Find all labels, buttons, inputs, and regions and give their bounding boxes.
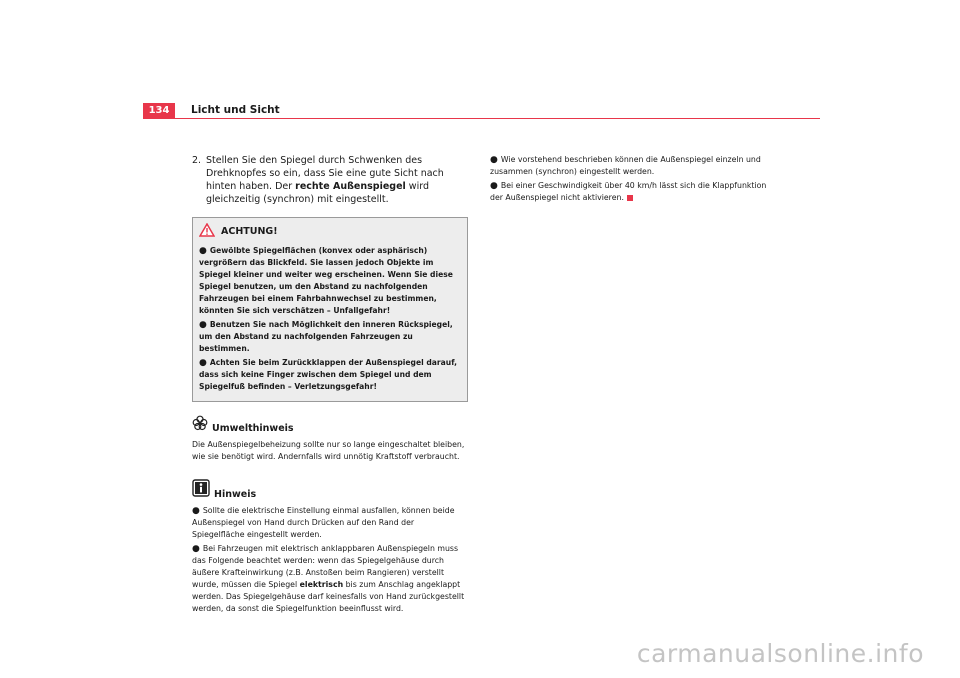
- header-rule: [143, 118, 820, 119]
- bullet-icon: ●: [192, 506, 200, 516]
- warning-box: [192, 217, 468, 402]
- warning-triangle-icon: [199, 223, 221, 241]
- note-title: Hinweis: [214, 489, 257, 500]
- note-item: [192, 543, 468, 615]
- environment-text: Die Außenspiegelbeheizung sollte nur so lange eingeschaltet bleiben, wie sie benötigt wird. Andernfalls wird unnötig Kraftstoff verbraucht.: [192, 440, 465, 461]
- note-item-text: Sollte die elektrische Einstellung einmal ausfallen, können beide Außenspiegel von Hand durch Drücken auf den Rand der Spiegelfläche eingestellt werden.: [192, 506, 455, 539]
- info-item-text: Bei einer Geschwindigkeit über 40 km/h lässt sich die Klappfunktion der Außenspiegel nicht aktivieren.: [490, 181, 767, 202]
- right-column: [490, 154, 772, 206]
- bullet-icon: ●: [192, 544, 200, 554]
- step-text: [206, 154, 468, 206]
- step-number: 2.: [192, 155, 202, 166]
- warning-item-text: Achten Sie beim Zurückklappen der Außenspiegel darauf, dass sich keine Finger zwischen dem Spiegel und dem Spiegelfuß befinden – Verletzungsgefahr!: [199, 358, 457, 391]
- left-column: [192, 154, 468, 617]
- note-item-bold: elektrisch: [299, 580, 344, 589]
- page-title: Licht und Sicht: [191, 104, 280, 116]
- note-header: [192, 479, 468, 501]
- step-text-a: Stellen Sie den Spiegel durch Schwenken des Drehknopfes so ein, dass Sie eine gute Sicht nach hinten haben. Der: [206, 155, 444, 192]
- warning-title: ACHTUNG!: [221, 226, 278, 237]
- bullet-icon: ●: [490, 155, 498, 165]
- step-2: [192, 154, 468, 206]
- info-item: [490, 154, 772, 178]
- info-icon: [192, 479, 214, 501]
- environment-header: [192, 415, 468, 435]
- bullet-icon: ●: [199, 320, 207, 330]
- note-item: [192, 505, 468, 541]
- note-item-text-b: bis zum Anschlag angeklappt werden. Das Spiegelgehäuse darf keinesfalls von Hand zurückgestellt werden, da sonst die Spiegelfunktion beeinflusst wird.: [192, 580, 465, 613]
- bullet-icon: ●: [199, 246, 207, 256]
- watermark: carmanualsonline.info: [636, 639, 924, 668]
- section-end-marker-icon: [627, 195, 633, 201]
- warning-header: [199, 223, 461, 241]
- note-item-text-a: Bei Fahrzeugen mit elektrisch anklappbaren Außenspiegeln muss das Folgende beachtet werden: wenn das Spiegelgehäuse durch äußere Krafteinwirkung (z.B. Anstoßen beim Rangieren) verstellt wurde, müssen die Spiegel: [192, 544, 459, 589]
- bullet-icon: ●: [490, 181, 498, 191]
- step-text-b: wird gleichzeitig (synchron) mit eingestellt.: [206, 181, 429, 205]
- warning-item-text: Gewölbte Spiegelflächen (konvex oder asphärisch) vergrößern das Blickfeld. Sie lassen jedoch Objekte im Spiegel kleiner und weiter weg erscheinen. Wenn Sie diese Spiegel benutzen, um den Abstand zu nachfolgenden Fahrzeugen bei einem Fahrbahnwechsel zu bestimmen, könnten Sie sich verschätzen – Unfallgefahr!: [199, 246, 453, 315]
- warning-item: [199, 245, 461, 317]
- step-text-bold: rechte Außenspiegel: [295, 181, 406, 192]
- warning-item: [199, 357, 461, 393]
- warning-item-text: Benutzen Sie nach Möglichkeit den inneren Rückspiegel, um den Abstand zu nachfolgenden Fahrzeugen zu bestimmen.: [199, 320, 453, 353]
- info-item: [490, 180, 772, 204]
- bullet-icon: ●: [199, 358, 207, 368]
- flower-icon: [192, 415, 212, 435]
- info-item-text: Wie vorstehend beschrieben können die Außenspiegel einzeln und zusammen (synchron) eingestellt werden.: [490, 155, 761, 176]
- warning-item: [199, 319, 461, 355]
- environment-title: Umwelthinweis: [212, 423, 294, 434]
- page-number: 134: [143, 103, 175, 118]
